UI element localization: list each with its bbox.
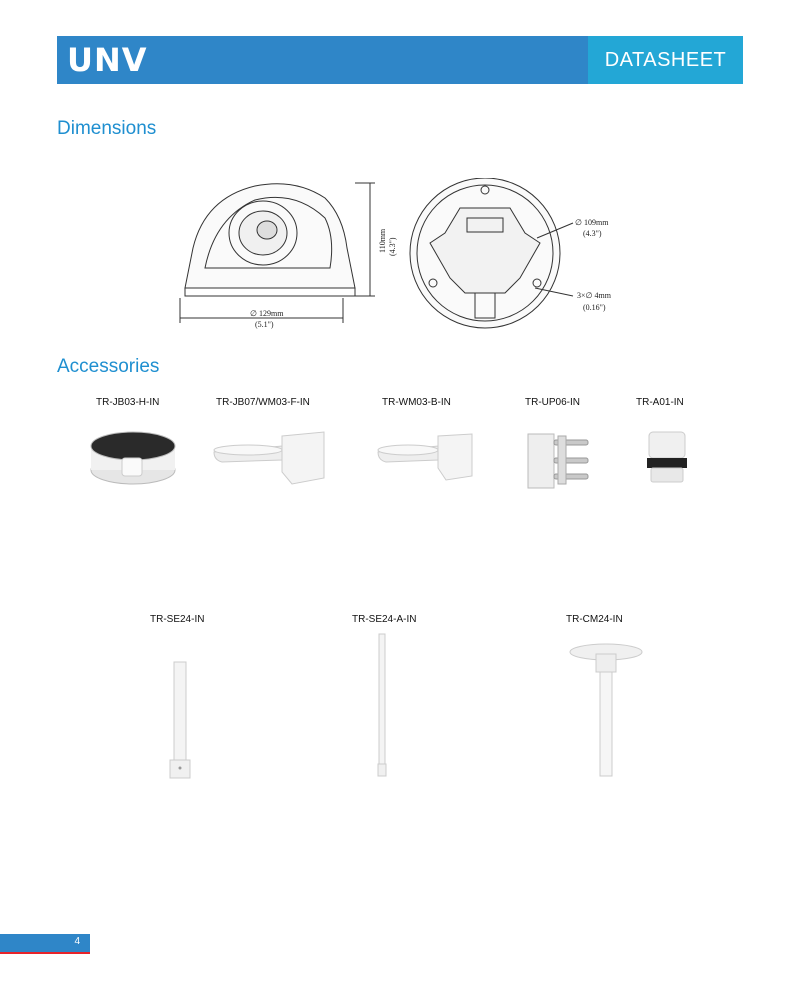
width-mm-label: ∅ 129mm xyxy=(250,309,284,318)
dimensions-heading: Dimensions xyxy=(57,118,157,139)
height-mm-label: 110mm xyxy=(378,228,387,253)
height-in-label: (4.3") xyxy=(388,237,397,256)
wall-mount-f-image xyxy=(212,428,330,488)
footer-accent-line xyxy=(0,952,90,954)
accessory-label: TR-SE24-IN xyxy=(150,614,205,625)
accessories-heading: Accessories xyxy=(57,356,160,377)
junction-box-image xyxy=(88,428,178,486)
pole-mount-image xyxy=(522,428,592,490)
page-number: 4 xyxy=(74,936,80,947)
wall-mount-b-image xyxy=(376,428,476,484)
base-in-label: (4.3") xyxy=(583,229,602,238)
accessory-label: TR-WM03-B-IN xyxy=(382,397,451,408)
header-bar xyxy=(57,36,743,84)
hole-in-label: (0.16") xyxy=(583,303,606,312)
accessory-label: TR-JB03-H-IN xyxy=(96,397,160,408)
accessory-label: TR-A01-IN xyxy=(636,397,684,408)
base-mm-label: ∅ 109mm xyxy=(575,218,609,227)
hole-mm-label: 3×∅ 4mm xyxy=(577,291,611,300)
extension-pole-a-image xyxy=(374,632,390,778)
accessory-label: TR-JB07/WM03-F-IN xyxy=(216,397,310,408)
datasheet-tab: DATASHEET xyxy=(588,36,743,84)
camera-base-view xyxy=(410,178,573,328)
extension-pole-image xyxy=(166,660,194,780)
waterproof-connector-image xyxy=(643,428,691,486)
accessory-label: TR-SE24-A-IN xyxy=(352,614,417,625)
ceiling-mount-image xyxy=(566,640,646,780)
accessory-label: TR-UP06-IN xyxy=(525,397,581,408)
dimension-drawing xyxy=(175,178,635,348)
accessory-label: TR-CM24-IN xyxy=(566,614,623,625)
camera-side-view xyxy=(180,183,375,323)
width-in-label: (5.1") xyxy=(255,320,274,329)
page-number-bar xyxy=(0,934,90,952)
brand-logo: UNV xyxy=(67,41,148,79)
